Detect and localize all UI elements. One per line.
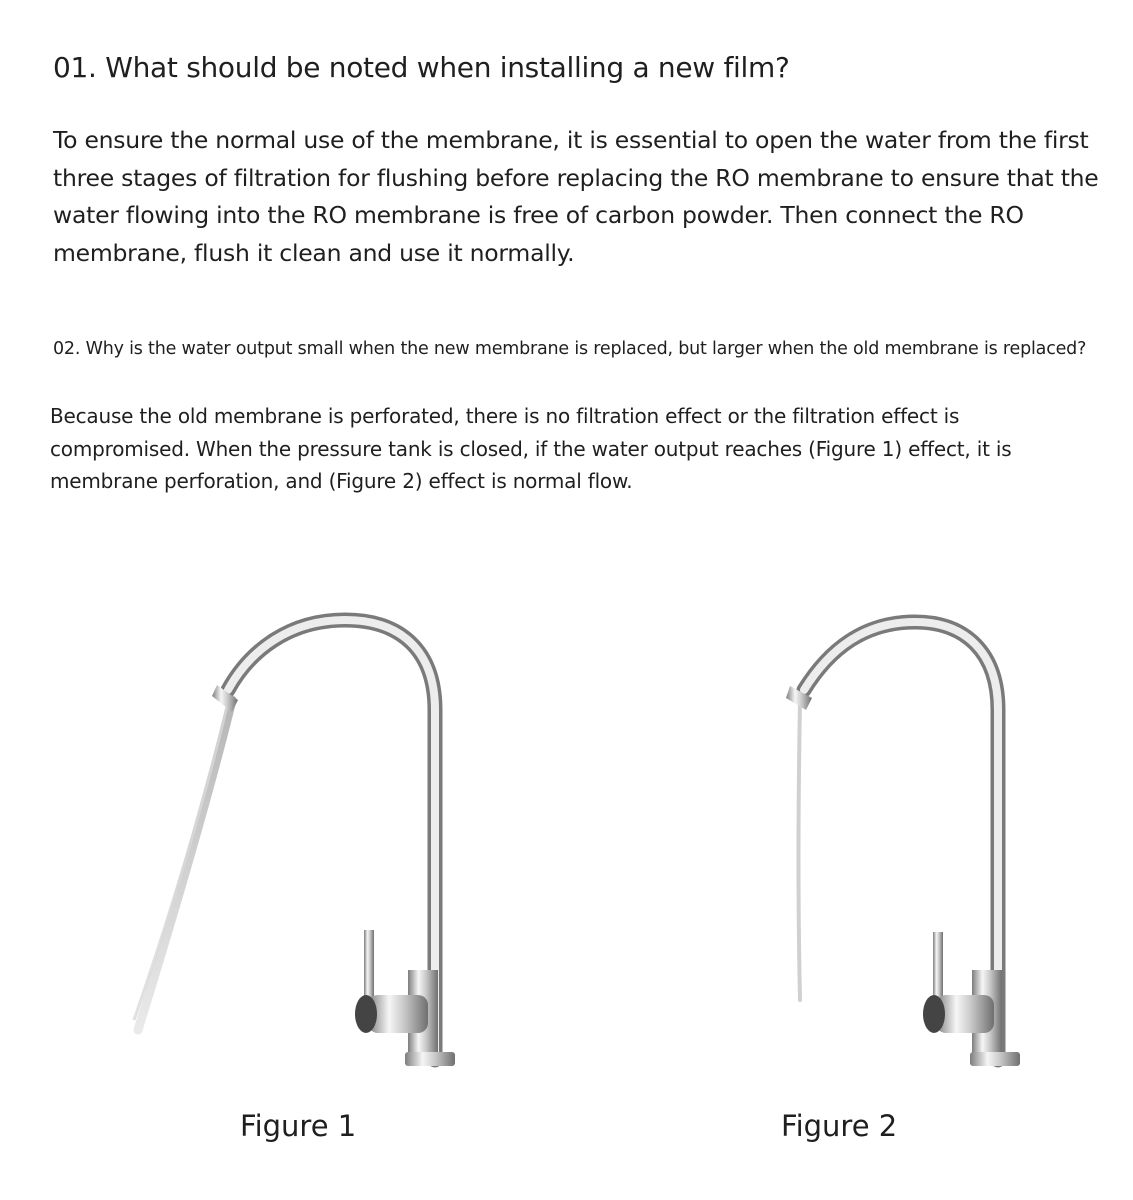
question-1-title: 01. What should be noted when installing a new film? bbox=[53, 51, 790, 84]
faucet-small-flow-image bbox=[760, 590, 1090, 1080]
figure-1-caption: Figure 1 bbox=[240, 1109, 357, 1143]
figure-2-caption: Figure 2 bbox=[781, 1109, 898, 1143]
question-2-title: 02. Why is the water output small when the new membrane is replaced, but larger when the old membrane is replaced? bbox=[53, 339, 1087, 359]
faucet-large-flow-image bbox=[120, 590, 520, 1080]
question-2-answer: Because the old membrane is perforated, there is no filtration effect or the filtration effect is compromised. When the pressure tank is closed, if the water output reaches (Figure 1) effect, it is membrane perforation, and (Figure 2) effect is normal flow. bbox=[50, 404, 1012, 493]
water-stream bbox=[799, 702, 801, 1000]
question-1-answer: To ensure the normal use of the membrane, it is essential to open the water from the first three stages of filtration for flushing before replacing the RO membrane to ensure that the water flowing into the RO membrane is free of carbon powder. Then connect the RO membrane, flush it clean and use it normally. bbox=[53, 126, 1099, 267]
